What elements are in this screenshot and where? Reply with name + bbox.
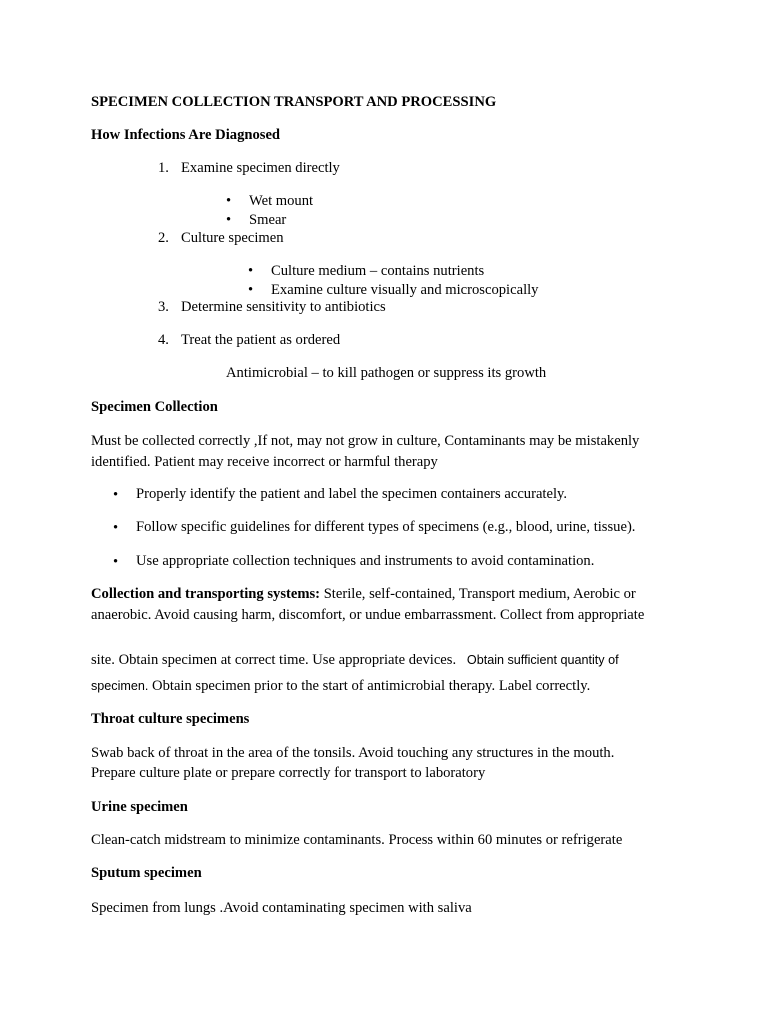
- document-title: SPECIMEN COLLECTION TRANSPORT AND PROCESSING: [91, 94, 497, 110]
- subitem-text: Smear: [249, 212, 287, 228]
- urine-text: Clean-catch midstream to minimize contaminants. Process within 60 minutes or refrigerate: [91, 832, 623, 848]
- collection-systems-text: site. Obtain specimen at correct time. Use appropriate devices.: [91, 652, 464, 668]
- specimen-collection-heading: Specimen Collection: [91, 399, 218, 415]
- bullet-icon: •: [113, 554, 119, 570]
- bullet-icon: •: [113, 520, 119, 536]
- collection-systems-text-alt-font: Obtain sufficient quantity of: [463, 653, 619, 667]
- list-item: Follow specific guidelines for different types of specimens (e.g., blood, urine, tissue).: [136, 519, 636, 535]
- sputum-heading: Sputum specimen: [91, 865, 202, 881]
- step-text: Examine specimen directly: [181, 160, 340, 176]
- subitem-text: Culture medium – contains nutrients: [271, 263, 485, 279]
- collection-systems-line-3: [91, 651, 619, 670]
- bullet-icon: •: [226, 212, 232, 228]
- step-number: 4.: [158, 332, 169, 348]
- diagnosis-heading: How Infections Are Diagnosed: [91, 127, 281, 143]
- collection-systems-text-alt-font: specimen.: [91, 679, 149, 693]
- bullet-icon: •: [248, 282, 254, 298]
- step-text: Treat the patient as ordered: [181, 332, 341, 348]
- step-number: 1.: [158, 160, 169, 176]
- throat-heading: Throat culture specimens: [91, 711, 250, 727]
- list-item: Properly identify the patient and label the specimen containers accurately.: [136, 486, 568, 502]
- bullet-icon: •: [226, 193, 232, 209]
- collection-systems-line-4: [91, 677, 590, 696]
- collection-systems-text: Sterile, self-contained, Transport medium, Aerobic or: [320, 586, 636, 602]
- antimicrobial-note: Antimicrobial – to kill pathogen or suppress its growth: [226, 365, 547, 381]
- urine-heading: Urine specimen: [91, 799, 188, 815]
- bullet-icon: •: [248, 263, 254, 279]
- throat-line-2: Prepare culture plate or prepare correctly for transport to laboratory: [91, 765, 486, 781]
- collection-systems-line-1: [91, 585, 636, 604]
- specimen-collection-paragraph: Must be collected correctly ,If not, may not grow in culture, Contaminants may be mistakenly identified. Patient may receive incorrect or harmful therapy: [91, 433, 640, 470]
- throat-line-1: Swab back of throat in the area of the tonsils. Avoid touching any structures in the mouth.: [91, 745, 615, 761]
- collection-systems-label: Collection and transporting systems:: [91, 586, 321, 602]
- collection-systems-line-2: anaerobic. Avoid causing harm, discomfort, or undue embarrassment. Collect from appropriate: [91, 607, 645, 623]
- step-number: 3.: [158, 299, 169, 315]
- subitem-text: Examine culture visually and microscopically: [271, 282, 539, 298]
- step-number: 2.: [158, 230, 169, 246]
- list-item: Use appropriate collection techniques and instruments to avoid contamination.: [136, 553, 595, 569]
- collection-systems-text: Obtain specimen prior to the start of antimicrobial therapy. Label correctly.: [148, 678, 591, 694]
- bullet-icon: •: [113, 487, 119, 503]
- sputum-text: Specimen from lungs .Avoid contaminating specimen with saliva: [91, 900, 472, 916]
- subitem-text: Wet mount: [249, 193, 314, 209]
- step-text: Determine sensitivity to antibiotics: [181, 299, 386, 315]
- step-text: Culture specimen: [181, 230, 284, 246]
